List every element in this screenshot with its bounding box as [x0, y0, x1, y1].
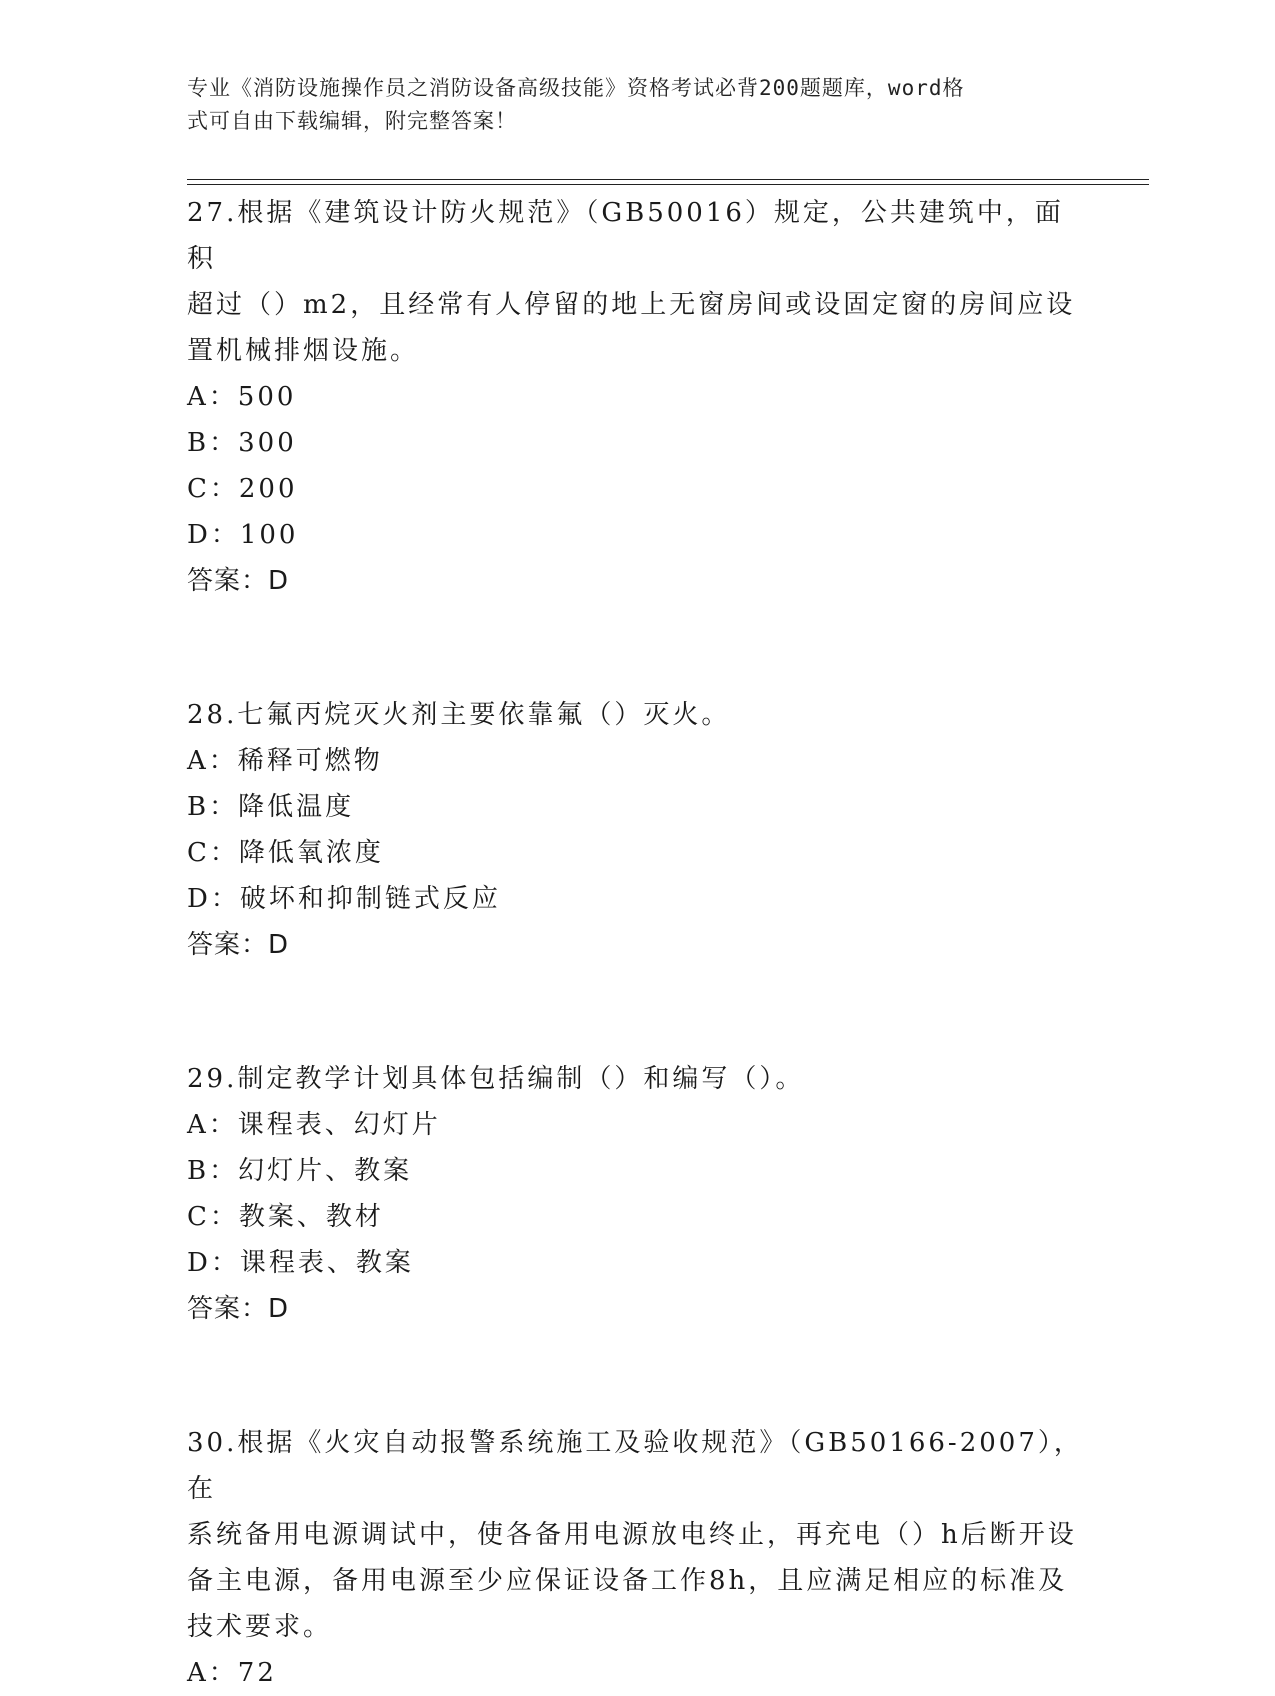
question-27 — [187, 190, 1087, 604]
answer: 答案：D — [187, 930, 290, 960]
question-text-line: 技术要求。 — [187, 1612, 333, 1642]
option-c: C：降低氧浓度 — [187, 838, 384, 868]
option-a: A：课程表、幻灯片 — [187, 1110, 441, 1140]
option-a: A：500 — [187, 382, 297, 412]
header-divider-top — [187, 179, 1149, 180]
question-text-line: 置机械排烟设施。 — [187, 336, 420, 366]
header-divider-bottom — [187, 184, 1149, 185]
question-28 — [187, 692, 1087, 968]
header-line-2: 式可自由下载编辑，附完整答案！ — [187, 109, 517, 133]
option-c: C：200 — [187, 474, 298, 504]
question-text-line: 超过（）m2，且经常有人停留的地上无窗房间或设固定窗的房间应设 — [187, 290, 1076, 320]
question-text-line: 28.七氟丙烷灭火剂主要依靠氟（）灭火。 — [187, 700, 731, 730]
document-header — [187, 72, 1067, 138]
answer: 答案：D — [187, 566, 290, 596]
option-b: B：幻灯片、教案 — [187, 1156, 413, 1186]
question-30 — [187, 1420, 1087, 1696]
question-text-line: 备主电源，备用电源至少应保证设备工作8h，且应满足相应的标准及 — [187, 1566, 1068, 1596]
question-text-line: 29.制定教学计划具体包括编制（）和编写（）。 — [187, 1064, 805, 1094]
header-line-1: 专业《消防设施操作员之消防设备高级技能》资格考试必背200题题库，word格 — [187, 76, 965, 100]
answer: 答案：D — [187, 1294, 290, 1324]
option-d: D：100 — [187, 520, 299, 550]
question-text-line: 27.根据《建筑设计防火规范》（GB50016）规定，公共建筑中，面积 — [187, 198, 1064, 274]
option-b: B：300 — [187, 428, 297, 458]
option-b: B：降低温度 — [187, 792, 355, 822]
option-d: D：课程表、教案 — [187, 1248, 414, 1278]
option-a: A：稀释可燃物 — [187, 746, 383, 776]
option-d: D：破坏和抑制链式反应 — [187, 884, 501, 914]
question-text-line: 系统备用电源调试中，使各备用电源放电终止，再充电（）h后断开设 — [187, 1520, 1077, 1550]
question-text-line: 30.根据《火灾自动报警系统施工及验收规范》（GB50166-2007），在 — [187, 1428, 1083, 1504]
question-29 — [187, 1056, 1087, 1332]
option-c: C：教案、教材 — [187, 1202, 384, 1232]
option-a: A：72 — [187, 1658, 277, 1688]
question-list — [187, 190, 1087, 1696]
